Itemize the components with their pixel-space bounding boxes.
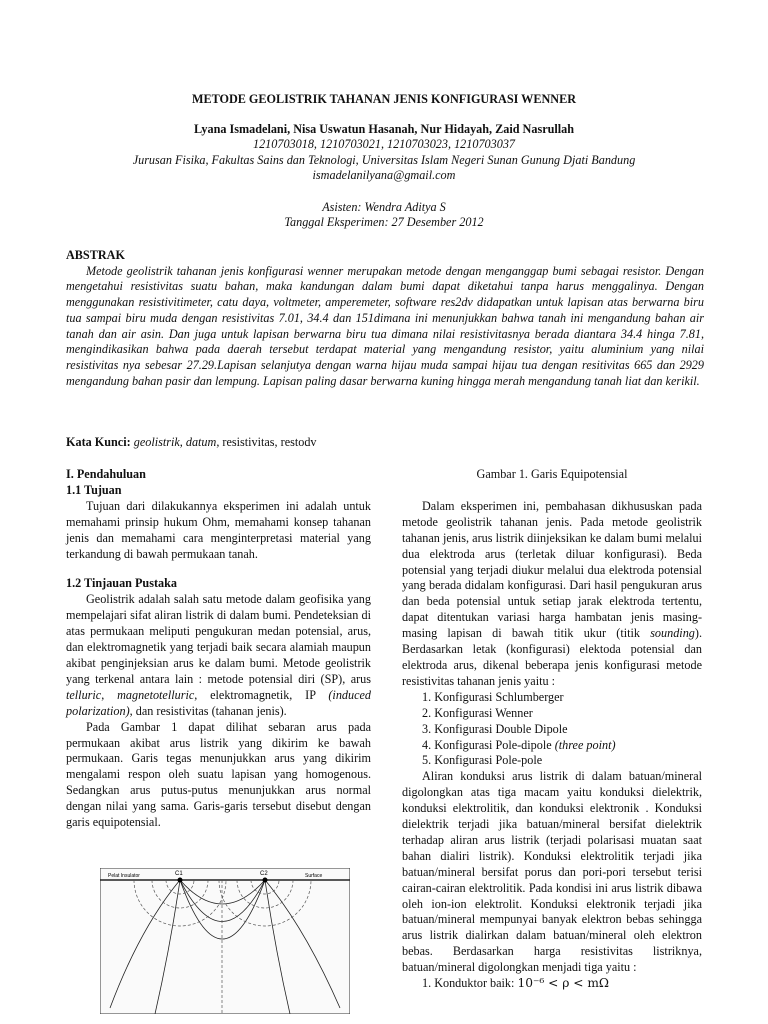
author-email: ismadelanilyana@gmail.com (312, 168, 456, 182)
subsection-heading-tinjauan: 1.2 Tinjauan Pustaka (66, 576, 177, 591)
affiliation: Jurusan Fisika, Fakultas Sains dan Teknologi, Universitas Islam Negeri Sunan Gunung Djati Bandung (132, 152, 636, 167)
list-item-konduktor: 1. Konduktor baik: 10⁻⁶ < ρ < mΩ (422, 976, 610, 991)
svg-text:C1: C1 (175, 871, 183, 877)
svg-text:Pelat Insulator: Pelat Insulator (108, 873, 140, 879)
figure-caption: Gambar 1. Garis Equipotensial (476, 467, 628, 481)
paragraph-gambar1: Pada Gambar 1 dapat dilihat sebaran arus pada permukaan akibat arus listrik yang dikirim ke bawah permukaan. Garis tegas menunjukkan arus yang dikirim mengalami respon oleh suatu lapisan yang homogenous. Sedangkan arus putus-putus menunjukkan arus normal dengan nilai yang sama. Garis-garis tersebut disebut dengan garis equipotensial. (66, 719, 371, 830)
paper-title: METODE GEOLISTRIK TAHANAN JENIS KONFIGURASI WENNER (191, 92, 577, 106)
keywords-italic: geolistrik, datum, (133, 435, 220, 449)
svg-text:C2: C2 (260, 871, 268, 877)
author-ids: 1210703018, 1210703021, 1210703023, 1210703037 (252, 137, 516, 151)
paper-header (60, 92, 708, 231)
right-column (402, 467, 702, 992)
list-item: 5. Konfigurasi Pole-pole (422, 753, 543, 768)
abstract-text: Metode geolistrik tahanan jenis konfigurasi wenner merupakan metode dengan menganggap bumi sebagai resistor. Dengan mengetahui resistivitas suatu bahan, maka kandungan dalam bumi dapat diketahui tanpa harus menggalinya. Dengan menggunakan resistivitimeter, catu daya, voltmeter, amperemeter, software res2dv didapatkan untuk lapisan atas berwarna biru tua sampai biru muda dengan resistivitas 7.01, 34.4 dan 151dimana ini menunjukkan bahwa tanah ini mengandung bahan air tanah dan air asin. Dan juga untuk lapisan berwarna biru tua dimana nilai resistivitasnya berada diantara 34.4 hinga 7.81, mengindikasikan bahwa pada daerah tersebut terdapat material yang mengandung resistor, yaitu aluminium yang nilai resistivitas nya sebesar 27.29.Lapisan selanjutya dengan warna hijau muda sampai hijau tua dengan resitivitas 665 dan 2929 mengandung bahan pasir dan lempung. Lapisan paling dasar berwarna kuning hingga merah mengandung tanah liat dan kerikil. (66, 263, 704, 388)
section-heading-pendahuluan: I. Pendahuluan (66, 467, 146, 481)
svg-text:Surface: Surface (305, 873, 323, 879)
keywords-label: Kata Kunci: (66, 435, 131, 449)
author-list: Lyana Ismadelani, Nisa Uswatun Hasanah, Nur Hidayah, Zaid Nasrullah (193, 121, 575, 136)
list-item: 4. Konfigurasi Pole-dipole (three point) (422, 737, 616, 752)
abstract-heading: ABSTRAK (66, 248, 125, 262)
subsection-heading-tujuan: 1.1 Tujuan (66, 482, 122, 497)
figure-equipotential (100, 868, 350, 1014)
list-item: 3. Konfigurasi Double Dipole (422, 721, 568, 736)
left-column (66, 467, 371, 831)
paragraph-tujuan: Tujuan dari dilakukannya eksperimen ini adalah untuk memahami prinsip hukum Ohm, memahami konsep tahanan jenis dan memahami cara menginterpretasi material yang terkandung di bawah permukaan tanah. (66, 498, 371, 561)
abstract-section (66, 248, 704, 389)
configuration-list (402, 690, 702, 770)
keywords-plain: resistivitas, restodv (219, 435, 317, 449)
paragraph-geolistrik: Geolistrik adalah salah satu metode dalam geofisika yang mempelajari sifat aliran listrik di dalam bumi. Pendeteksian di atas permukaan meliputi pengukuran medan potensial, arus, dan elektromagnetik yang terjadi baik secara alamiah maupun akibat penginjeksian arus ke dalam bumi. Metode geolistrik yang terkenal antara lain : metode potensial diri (SP), arus telluric, magnetotelluric, elektromagnetik, IP (induced polarization), dan resistivitas (tahanan jenis). (66, 592, 372, 718)
paragraph-konduksi: Aliran konduksi arus listrik di dalam batuan/mineral digolongkan atas tiga macam yaitu konduksi dielektrik, konduksi elektrolitik, dan konduksi elektronik . Konduksi dielektrik terjadi jika batuan/mineral bersifat dielektrik terhadap aliran arus listrik (terjadi polarisasi muatan saat bahan dialiri listrik). Konduksi elektrolitik terjadi jika batuan/mineral bersifat porus dan pori-pori tersebut terisi cairan-cairan elektrolitik. Pada kondisi ini arus listrik dibawa oleh ion-ion elektrolit. Konduksi elektronik terjadi jika batuan/mineral mempunyai banyak elektron bebas sehingga arus listrik dialirkan dalam batuan/mineral oleh elektron bebas. Berdasarkan harga resistivitas listriknya, batuan/mineral digolongkan menjadi tiga yaitu : (402, 769, 702, 975)
list-item: 1. Konfigurasi Schlumberger (422, 689, 564, 704)
keywords-line (66, 435, 317, 450)
list-item: 2. Konfigurasi Wenner (422, 705, 533, 720)
paragraph-metode: Dalam eksperimen ini, pembahasan dikhususkan pada metode geolistrik tahanan jenis. Pada metode geolistrik tahanan jenis, arus listrik diinjeksikan ke dalam bumi melalui dua elektroda arus (terletak diluar konfigurasi). Beda potensial yang terjadi diukur melalui dua elektroda potensial yang berada didalam konfigurasi. Dari hasil pengukuran arus dan beda potensial untuk setiap jarak elektroda tertentu, dapat ditentukan variasi harga hambatan jenis masing-masing lapisan di bawah titik ukur (titik sounding). Berdasarkan letak (konfigurasi) elektoda potensial dan elektroda arus, dikenal beberapa jenis konfigurasi metode resistivitas tahanan jenis yaitu : (402, 498, 702, 688)
experiment-date: Tanggal Eksperimen: 27 Desember 2012 (284, 215, 484, 229)
assistant-name: Asisten: Wendra Aditya S (322, 199, 446, 214)
equipotential-diagram (100, 868, 350, 1014)
